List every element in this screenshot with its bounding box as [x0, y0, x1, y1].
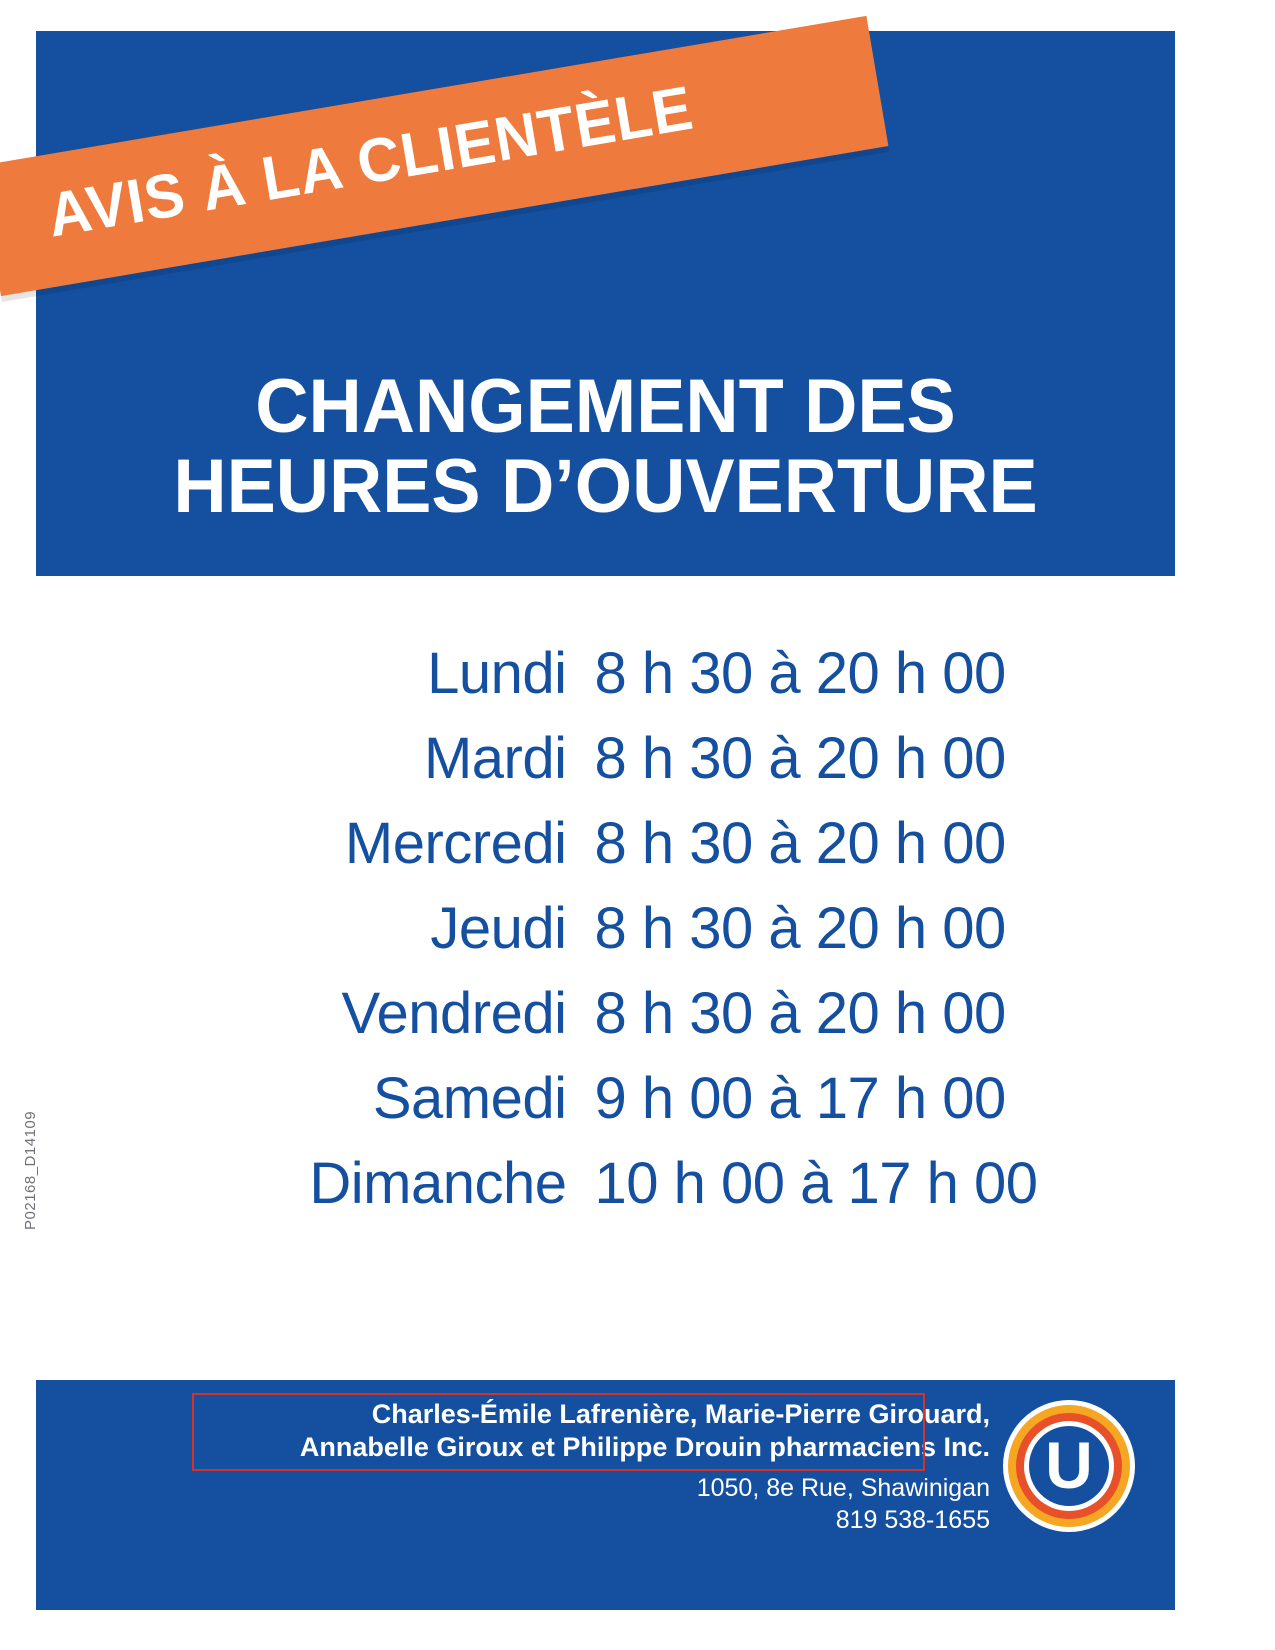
table-row: [36, 980, 1175, 1047]
store-phone: 819 538-1655: [835, 1506, 990, 1535]
table-row: [36, 1150, 1175, 1217]
store-address: 1050, 8e Rue, Shawinigan: [696, 1473, 990, 1502]
day-label: Jeudi: [430, 896, 567, 961]
day-label: Vendredi: [341, 981, 567, 1046]
title-line-2: HEURES D’OUVERTURE: [173, 444, 1038, 530]
title-line-1: CHANGEMENT DES: [255, 364, 956, 449]
hours-value: 8 h 30 à 20 h 00: [594, 811, 1006, 876]
pharmacist-names-line-2: Annabelle Giroux et Philippe Drouin pharmaciens Inc.: [299, 1431, 990, 1462]
day-label: Mardi: [423, 726, 567, 791]
hours-value: 8 h 30 à 20 h 00: [594, 726, 1006, 791]
ribbon-label: AVIS À LA CLIENTÈLE: [42, 73, 699, 251]
day-label: Mercredi: [344, 811, 567, 876]
table-row: [36, 810, 1175, 877]
day-label: Dimanche: [309, 1151, 567, 1216]
table-row: [36, 895, 1175, 962]
page-title: [36, 364, 1175, 530]
hours-value: 8 h 30 à 20 h 00: [594, 981, 1006, 1046]
logo-letter: U: [1045, 1428, 1093, 1502]
table-row: [36, 640, 1175, 707]
day-label: Samedi: [372, 1066, 567, 1131]
pharmacist-names-line-1: Charles-Émile Lafrenière, Marie-Pierre Girouard,: [371, 1399, 990, 1429]
hours-value: 8 h 30 à 20 h 00: [594, 896, 1006, 961]
document-code: P02168_D14109: [22, 1110, 39, 1230]
table-row: [36, 1065, 1175, 1132]
table-row: [36, 725, 1175, 792]
hours-table: [36, 640, 1175, 1235]
hours-value: 10 h 00 à 17 h 00: [594, 1151, 1038, 1216]
hours-value: 8 h 30 à 20 h 00: [594, 641, 1006, 706]
hours-value: 9 h 00 à 17 h 00: [594, 1066, 1006, 1131]
day-label: Lundi: [427, 641, 567, 706]
highlight-box: [192, 1393, 925, 1471]
pharmacy-logo: [1003, 1400, 1135, 1532]
